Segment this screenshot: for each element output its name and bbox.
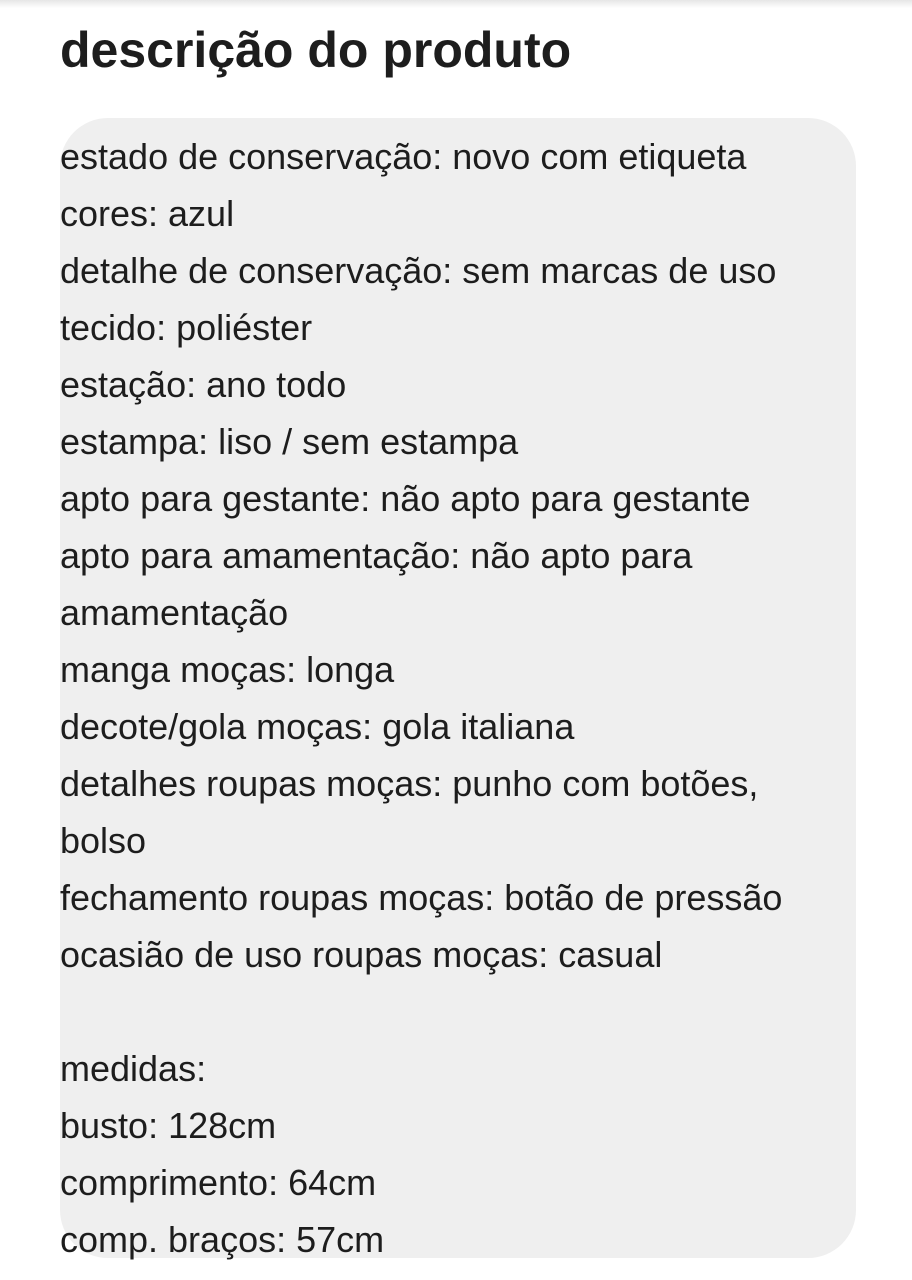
description-line: apto para amamentação: não apto para: [60, 535, 693, 576]
description-line: cores: azul: [60, 193, 235, 234]
measurement-bust: busto: 128cm: [60, 1105, 277, 1146]
description-line: detalhe de conservação: sem marcas de uso: [60, 250, 777, 291]
description-line: estação: ano todo: [60, 364, 347, 405]
description-line: estado de conservação: novo com etiqueta: [60, 136, 747, 177]
description-line: apto para gestante: não apto para gestante: [60, 478, 751, 519]
section-title: descrição do produto: [60, 22, 572, 78]
top-divider-shadow: [0, 0, 912, 8]
measurement-length: comprimento: 64cm: [60, 1162, 377, 1203]
description-line: decote/gola moças: gola italiana: [60, 706, 575, 747]
measurements-heading: medidas:: [60, 1048, 207, 1089]
description-line: tecido: poliéster: [60, 307, 313, 348]
description-line: manga moças: longa: [60, 649, 395, 690]
description-line: estampa: liso / sem estampa: [60, 421, 519, 462]
description-line: fechamento roupas moças: botão de pressão: [60, 877, 783, 918]
description-line: detalhes roupas moças: punho com botões,: [60, 763, 759, 804]
description-line: bolso: [60, 820, 147, 861]
product-description-text: [60, 128, 860, 1268]
description-line: ocasião de uso roupas moças: casual: [60, 934, 663, 975]
measurement-sleeve-length: comp. braços: 57cm: [60, 1219, 385, 1260]
description-line: amamentação: [60, 592, 289, 633]
blank-line: [60, 983, 860, 1040]
